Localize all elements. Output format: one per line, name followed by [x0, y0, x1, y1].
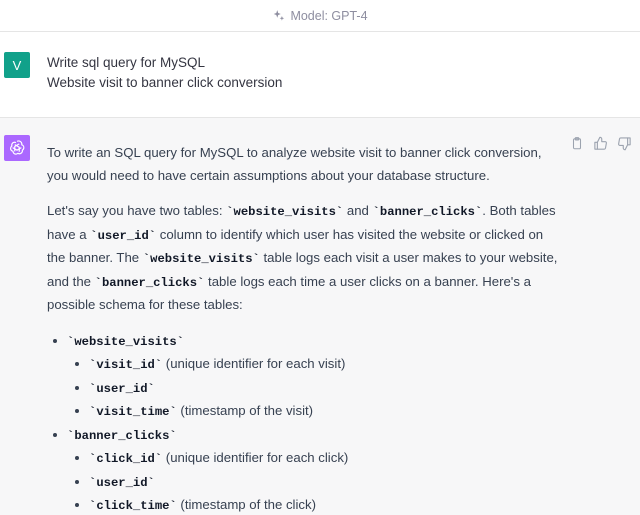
table-name: `website_visits`: [67, 334, 185, 349]
column-desc: (unique identifier for each visit): [162, 356, 346, 371]
list-item: [69, 447, 562, 471]
list-item: [69, 494, 562, 515]
user-message: [0, 32, 640, 118]
openai-logo-icon: [4, 135, 30, 161]
assistant-message: [0, 118, 640, 515]
code-banner-clicks-2: `banner_clicks`: [94, 275, 205, 290]
code-user-id: `user_id`: [90, 228, 157, 243]
assistant-message-content: [47, 142, 562, 515]
model-header: [0, 0, 640, 32]
sparkle-icon: [272, 9, 286, 23]
column-name: `user_id`: [89, 475, 155, 490]
para2-text-4: column to identify which user has visited the website or clicked on the banner. The: [47, 226, 544, 265]
copy-icon[interactable]: [570, 136, 584, 151]
para2-text-1: Let's say you have two tables:: [47, 203, 227, 218]
list-item: [69, 353, 562, 377]
code-website-visits-2: `website_visits`: [142, 252, 260, 266]
list-item: [69, 471, 562, 495]
code-banner-clicks: `banner_clicks`: [372, 205, 483, 219]
user-avatar: V: [4, 52, 30, 78]
code-website-visits: `website_visits`: [226, 205, 344, 219]
schema-list: [51, 330, 562, 515]
user-message-text: [47, 53, 282, 93]
user-message-line-1: Write sql query for MySQL: [47, 55, 206, 70]
table-name: `banner_clicks`: [67, 428, 177, 443]
list-item: [69, 377, 562, 401]
para2-text-2: and: [343, 203, 373, 218]
para2-text-3: . Both tables have a: [47, 203, 556, 242]
list-item: [51, 424, 562, 515]
column-desc: (unique identifier for each click): [162, 450, 349, 465]
column-name: `user_id`: [89, 381, 155, 396]
thumbs-up-icon[interactable]: [593, 136, 608, 151]
column-desc: (timestamp of the visit): [176, 403, 314, 418]
thumbs-down-icon[interactable]: [617, 136, 632, 151]
column-name: `visit_time`: [89, 405, 177, 419]
model-label: Model: GPT-4: [290, 8, 368, 23]
column-desc: (timestamp of the click): [176, 497, 317, 512]
user-message-line-2: Website visit to banner click conversion: [47, 75, 283, 90]
column-name: `click_time`: [89, 499, 177, 513]
list-item: [69, 400, 562, 424]
list-item: [51, 330, 562, 424]
column-list: [69, 353, 562, 424]
message-actions: [570, 136, 632, 151]
assistant-paragraph-1: To write an SQL query for MySQL to analyze website visit to banner click conversion, you would need to have certain assumptions about your database structure.: [47, 145, 542, 183]
column-name: `click_id`: [89, 452, 163, 466]
para2-text-5: table logs each visit a user makes to your website, and the: [47, 250, 558, 289]
column-list: [69, 447, 562, 515]
para2-text-6: table logs each time a user clicks on a banner. Here's a possible schema for these tables:: [47, 273, 531, 312]
column-name: `visit_id`: [89, 358, 163, 372]
assistant-paragraph-2: [47, 200, 562, 317]
